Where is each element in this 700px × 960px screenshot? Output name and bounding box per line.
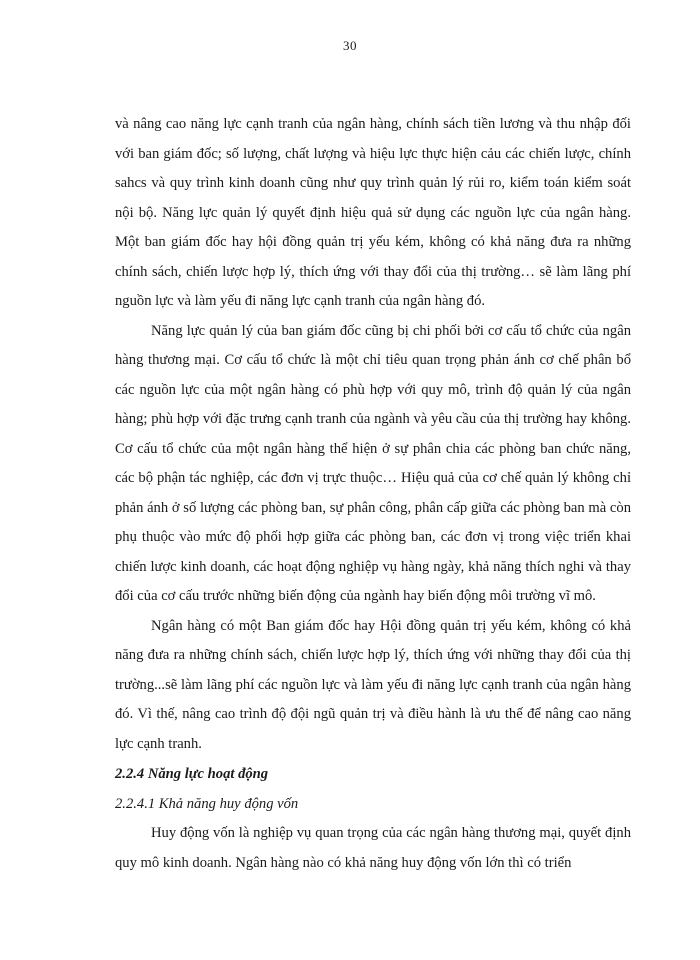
page-number: 30 [343, 38, 357, 53]
page-body [115, 110, 631, 878]
paragraph-continued: và nâng cao năng lực cạnh tranh của ngân hàng, chính sách tiền lương và thu nhập đối với ban giám đốc; số lượng, chất lượng và hiệu lực thực hiện cảu các chiến lược, chính sahcs và quy trình kinh doanh cũng như quy trình quản lý rủi ro, kiểm toán kiểm soát nội bộ. Năng lực quản lý quyết định hiệu quả sử dụng các nguồn lực của ngân hàng. Một ban giám đốc hay hội đồng quản trị yếu kém, không có khả năng đưa ra những chính sách, chiến lược hợp lý, thích ứng với thay đổi của thị trường… sẽ làm lãng phí nguồn lực và làm yếu đi năng lực cạnh tranh của ngân hàng đó. [115, 116, 631, 309]
paragraph-capital-mobilization: Huy động vốn là nghiệp vụ quan trọng của các ngân hàng thương mại, quyết định quy mô kinh doanh. Ngân hàng nào có khả năng huy động vốn lớn thì có triển [115, 825, 631, 871]
paragraph-weak-board: Ngân hàng có một Ban giám đốc hay Hội đồng quản trị yếu kém, không có khả năng đưa ra những chính sách, chiến lược hợp lý, thích ứng với những thay đổi của thị trường...sẽ làm lãng phí các nguồn lực và làm yếu đi năng lực cạnh tranh của ngân hàng đó. Vì thế, nâng cao trình độ đội ngũ quản trị và điều hành là ưu thế để nâng cao năng lực cạnh tranh. [115, 617, 631, 752]
paragraph-management-structure: Năng lực quản lý của ban giám đốc cũng bị chi phối bởi cơ cấu tổ chức của ngân hàng thương mại. Cơ cấu tổ chức là một chỉ tiêu quan trọng phản ánh cơ chế phân bổ các nguồn lực của một ngân hàng có phù hợp với quy mô, trình độ quản lý của ngân hàng; phù hợp với đặc trưng cạnh tranh của ngành và yêu cầu của thị trường hay không. Cơ cấu tổ chức của một ngân hàng thể hiện ở sự phân chia các phòng ban chức năng, các bộ phận tác nghiệp, các đơn vị trực thuộc… Hiệu quả của cơ chế quản lý không chỉ phản ánh ở số lượng các phòng ban, sự phân công, phân cấp giữa các phòng ban mà còn phụ thuộc vào mức độ phối hợp giữa các phòng ban, các đơn vị trong việc triển khai chiến lược kinh doanh, các hoạt động nghiệp vụ hàng ngày, khả năng thích nghi và thay đổi của cơ cấu trước những biến động của ngành hay biến động môi trường vĩ mô. [115, 322, 631, 604]
section-heading: 2.2.4 Năng lực hoạt động [115, 766, 269, 782]
subsection-heading: 2.2.4.1 Khả năng huy động vốn [115, 796, 299, 812]
